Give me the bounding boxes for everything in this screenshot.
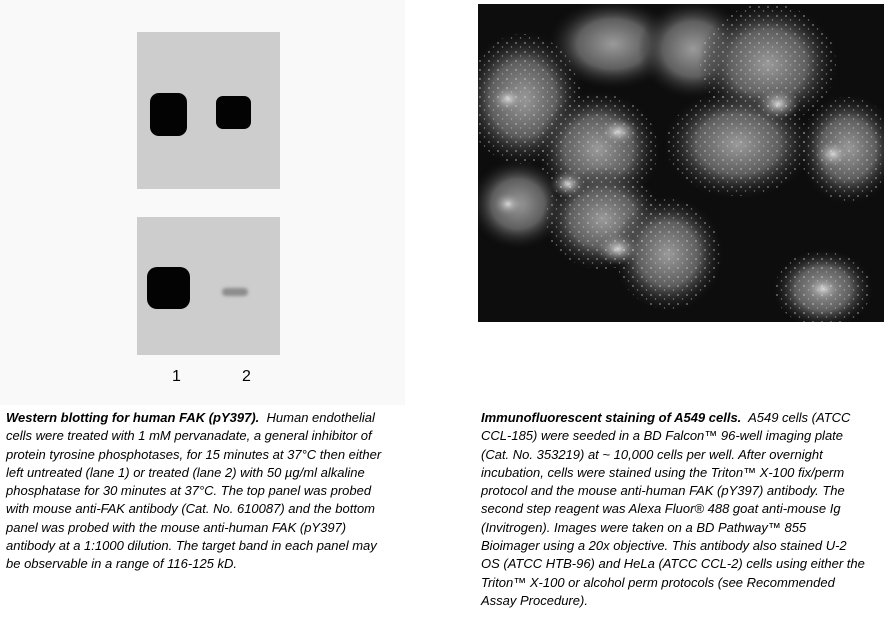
lane-label-2: 2 [242,368,251,385]
western-blot-caption-title: Western blotting for human FAK (pY397). [6,410,260,425]
blot-panel-top [137,32,280,189]
fluorescence-micrograph [478,4,884,322]
western-blot-figure [0,0,405,405]
blot-band-lane2-top [216,96,251,129]
immunofluorescence-caption-title: Immunofluorescent staining of A549 cells. [481,410,742,425]
blot-panel-bottom [137,217,280,355]
immunofluorescence-caption [481,409,866,610]
western-blot-caption [6,409,386,574]
immunofluorescence-caption-body: A549 cells (ATCC CCL-185) were seeded in a BD Falcon™ 96-well imaging plate (Cat. No. 353219) at ~ 10,000 cells per well. After overnight incubation, cells were stained using the Triton™ X-100 fix/perm protocol and the mouse anti-human FAK (pY397) antibody. The second step reagent was Alexa Fluor® 488 goat anti-mouse Ig (Invitrogen). Images were taken on a BD Pathway™ 855 Bioimager using a 20x objective. This antibody also stained U-2 OS (ATCC HTB-96) and HeLa (ATCC CCL-2) cells using either the Triton™ X-100 or alcohol perm protocols (see Recommended Assay Procedure). [481,410,865,608]
lane-label-1: 1 [172,368,181,385]
blot-band-lane2-bottom [222,288,248,296]
micrograph-image [478,4,884,322]
blot-band-lane1-bottom [147,267,190,309]
blot-band-lane1-top [150,93,187,136]
western-blot-caption-body: Human endothelial cells were treated with 1 mM pervanadate, a general inhibitor of protein tyrosine phosphotases, for 15 minutes at 37°C then either left untreated (lane 1) or treated (lane 2) with 50 µg/ml alkaline phosphatase for 30 minutes at 37°C. The top panel was probed with mouse anti-FAK antibody (Cat. No. 610087) and the bottom panel was probed with the mouse anti-human FAK (pY397) antibody at a 1:1000 dilution. The target band in each panel may be observable in a range of 116-125 kD. [6,410,382,572]
